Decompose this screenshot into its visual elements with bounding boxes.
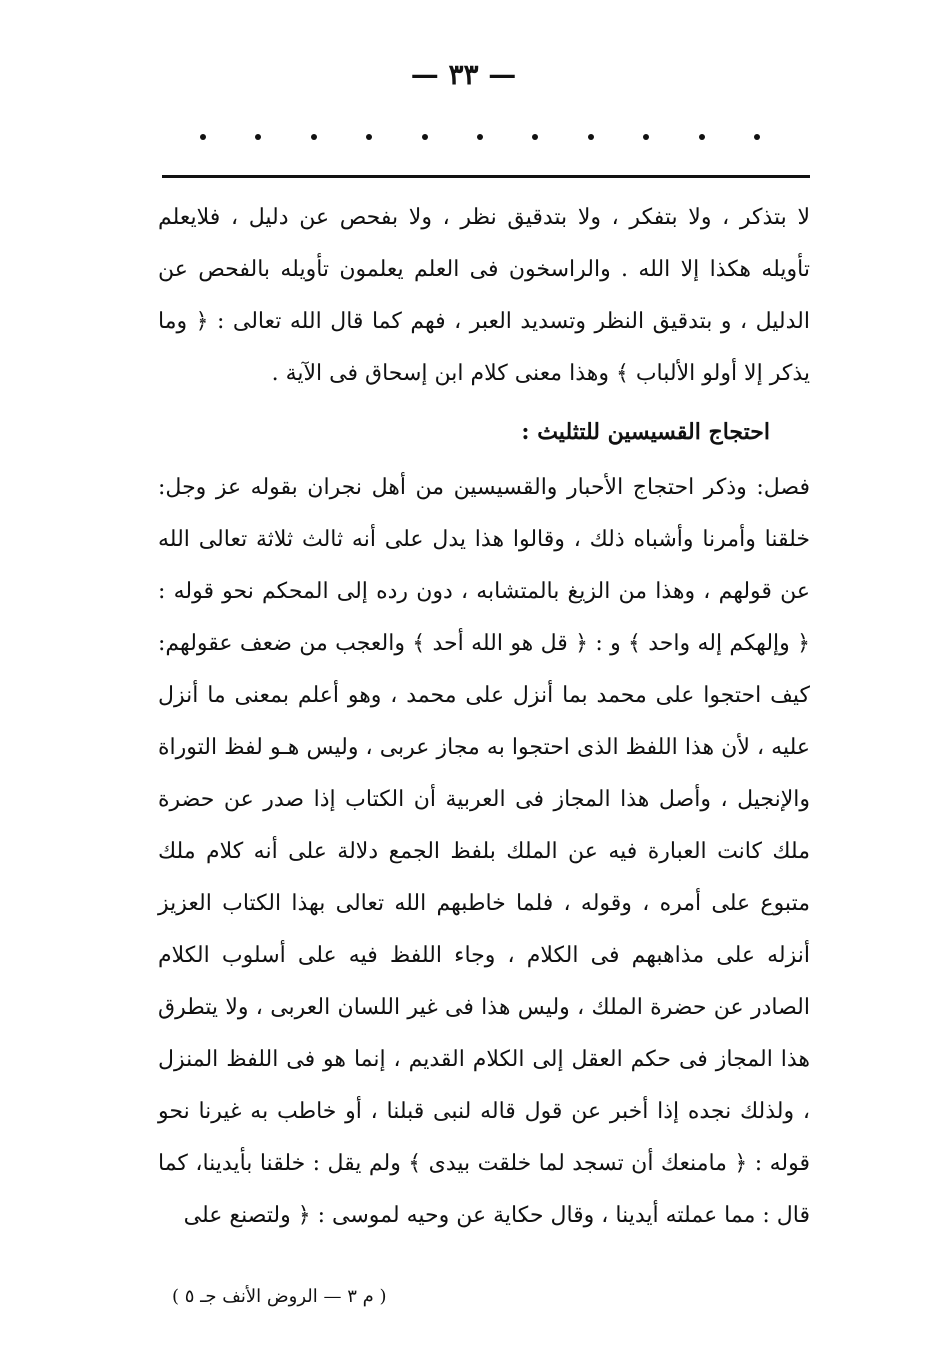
footer-signature: ( م ٣ — الروض الأنف جـ ٥ ) — [172, 1286, 387, 1307]
section-heading: احتجاج القسيسين للتثليث : — [521, 419, 770, 445]
ornament-dot — [366, 134, 372, 140]
ornament-dot — [754, 134, 760, 140]
ornament-dot — [255, 134, 261, 140]
ornament-dot — [588, 134, 594, 140]
ornament-dot — [477, 134, 483, 140]
ornament-dot — [643, 134, 649, 140]
ornamental-dot-row — [200, 134, 760, 140]
ornament-dot — [699, 134, 705, 140]
ornament-dot — [422, 134, 428, 140]
ornament-dot — [200, 134, 206, 140]
paragraph-2: فصل: وذكر احتجاج الأحبار والقسيسين من أهل نجران بقوله عز وجل: خلقنا وأمرنا وأشباه ذلك ، وقالوا هذا يدل على أنه ثالث ثلاثة تعالى الله عن قولهم ، وهذا من الزيغ بالمتشابه ، دون رده إلى المحكم نحو قوله : ﴿ وإلهكم إله واحد ﴾ و : ﴿ قل هو الله أحد ﴾ والعجب من ضعف عقولهم: كيف احتجوا على محمد بما أنزل على محمد ، وهو أعلم بمعنى ما أنزل عليه ، لأن هذا اللفظ الذى احتجوا به مجاز عربى ، وليس هـو لفظ التوراة والإنجيل ، وأصل هذا المجاز فى العربية أن الكتاب إذا صدر عن حضرة ملك كانت العبارة فيه عن الملك بلفظ الجمع دلالة على أنه كلام ملك متبوع على أمره ، وقوله ، فلما خاطبهم الله تعالى بهذا الكتاب العزيز أنزله على مذاهبهم فى الكلام ، وجاء اللفظ فيه على أسلوب الكلام الصادر عن حضرة الملك ، وليس هذا فى غير اللسان العربى ، ولا يتطرق هذا المجاز فى حكم العقل إلى الكلام القديم ، إنما هو فى اللفظ المنزل ، ولذلك نجده إذا أخبر عن قول قاله لنبى قبلنا ، أو خاطب به غيرنا نحو قوله : ﴿ مامنعك أن تسجد لما خلقت بيدى ﴾ ولم يقل : خلقنا بأيدينا، كما قال : مما عملته أيدينا ، وقال حكاية عن وحيه لموسى : ﴿ ولتصنع على — [158, 475, 810, 1228]
ornament-dot — [532, 134, 538, 140]
body-text — [158, 192, 810, 1242]
paragraph-1: لا بتذكر ، ولا بتفكر ، ولا بتدقيق نظر ، ولا بفحص عن دليل ، فلايعلم تأويله هكذا إلا الله . والراسخون فى العلم يعلمون تأويله بالفحص عن الدليل ، و بتدقيق النظر وتسديد العبر ، فهم كما قال الله تعالى : ﴿ وما يذكر إلا أولو الألباب ﴾ وهذا معنى كلام ابن إسحاق فى الآية . — [158, 205, 810, 386]
ornament-dot — [311, 134, 317, 140]
page-number: — ٣٣ — — [410, 58, 517, 91]
header-rule — [162, 175, 810, 178]
